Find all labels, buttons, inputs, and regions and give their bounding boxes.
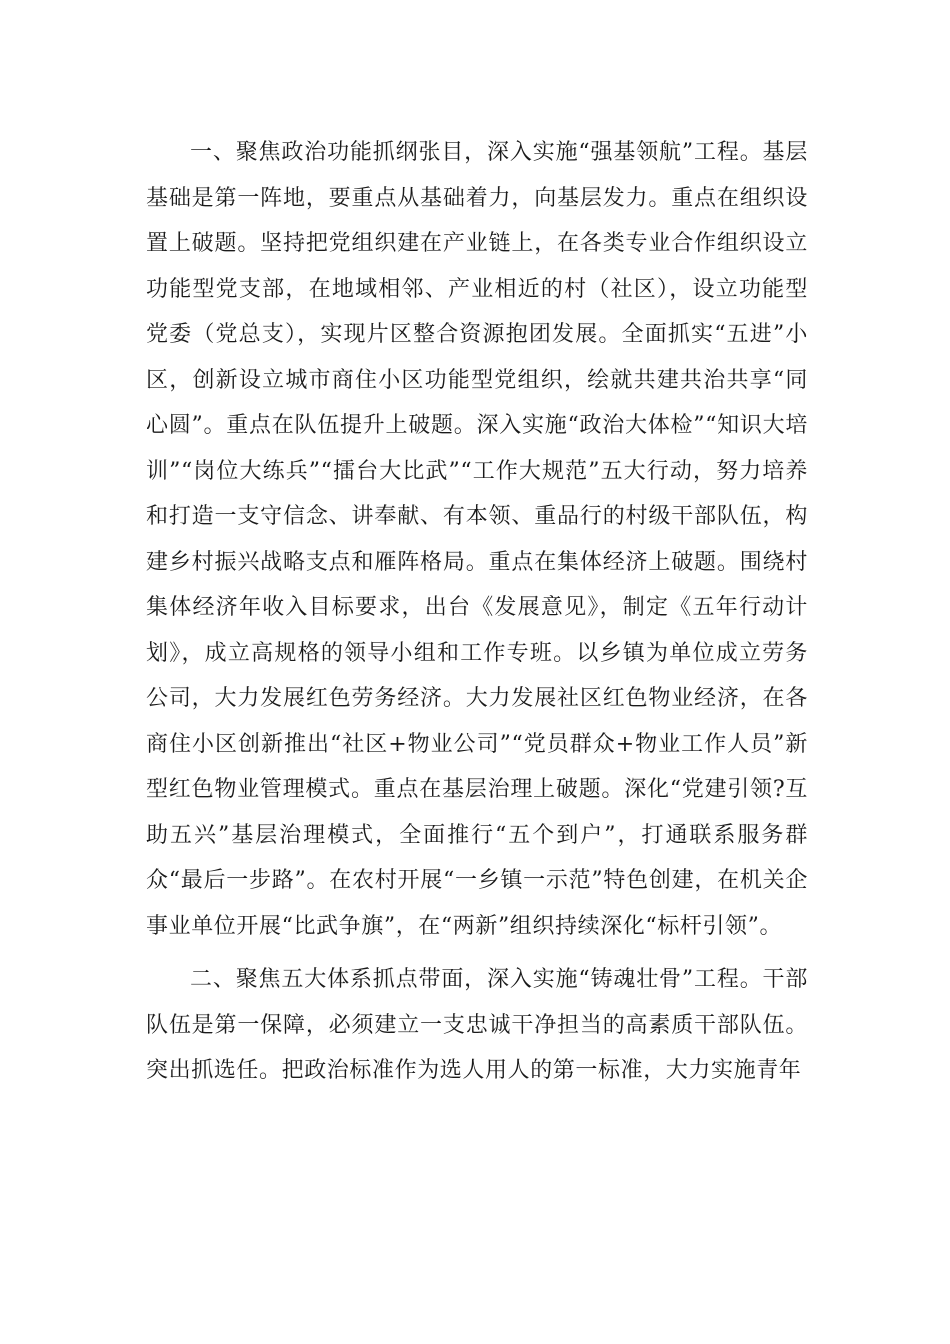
paragraph-1: 一、聚焦政治功能抓纲张目，深入实施“强基领航”工程。基层基础是第一阵地，要重点从基础着力，向基层发力。重点在组织设置上破题。坚持把党组织建在产业链上，在各类专业合作组织设立功能型党支部，在地域相邻、产业相近的村（社区），设立功能型党委（党总支），实现片区整合资源抱团发展。全面抓实“五进”小区，创新设立城市商住小区功能型党组织，绘就共建共治共享“同心圆”。重点在队伍提升上破题。深入实施“政治大体检”“知识大培训”“岗位大练兵”“擂台大比武”“工作大规范”五大行动，努力培养和打造一支守信念、讲奉献、有本领、重品行的村级干部队伍，构建乡村振兴战略支点和雁阵格局。重点在集体经济上破题。围绕村集体经济年收入目标要求，出台《发展意见》，制定《五年行动计划》，成立高规格的领导小组和工作专班。以乡镇为单位成立劳务公司，大力发展红色劳务经济。大力发展社区红色物业经济，在各商住小区创新推出“社区+物业公司”“党员群众+物业工作人员”新型红色物业管理模式。重点在基层治理上破题。深化“党建引领?互助五兴”基层治理模式，全面推行“五个到户”，打通联系服务群众“最后一步路”。在农村开展“一乡镇一示范”特色创建，在机关企事业单位开展“比武争旗”，在“两新”组织持续深化“标杆引领”。 xyxy=(146,140,808,939)
paragraph-2: 二、聚焦五大体系抓点带面，深入实施“铸魂壮骨”工程。干部队伍是第一保障，必须建立一支忠诚干净担当的高素质干部队伍。突出抓选任。把政治标准作为选人用人的第一标准，大力实施青年 xyxy=(146,967,808,1083)
document-body xyxy=(146,130,808,1094)
